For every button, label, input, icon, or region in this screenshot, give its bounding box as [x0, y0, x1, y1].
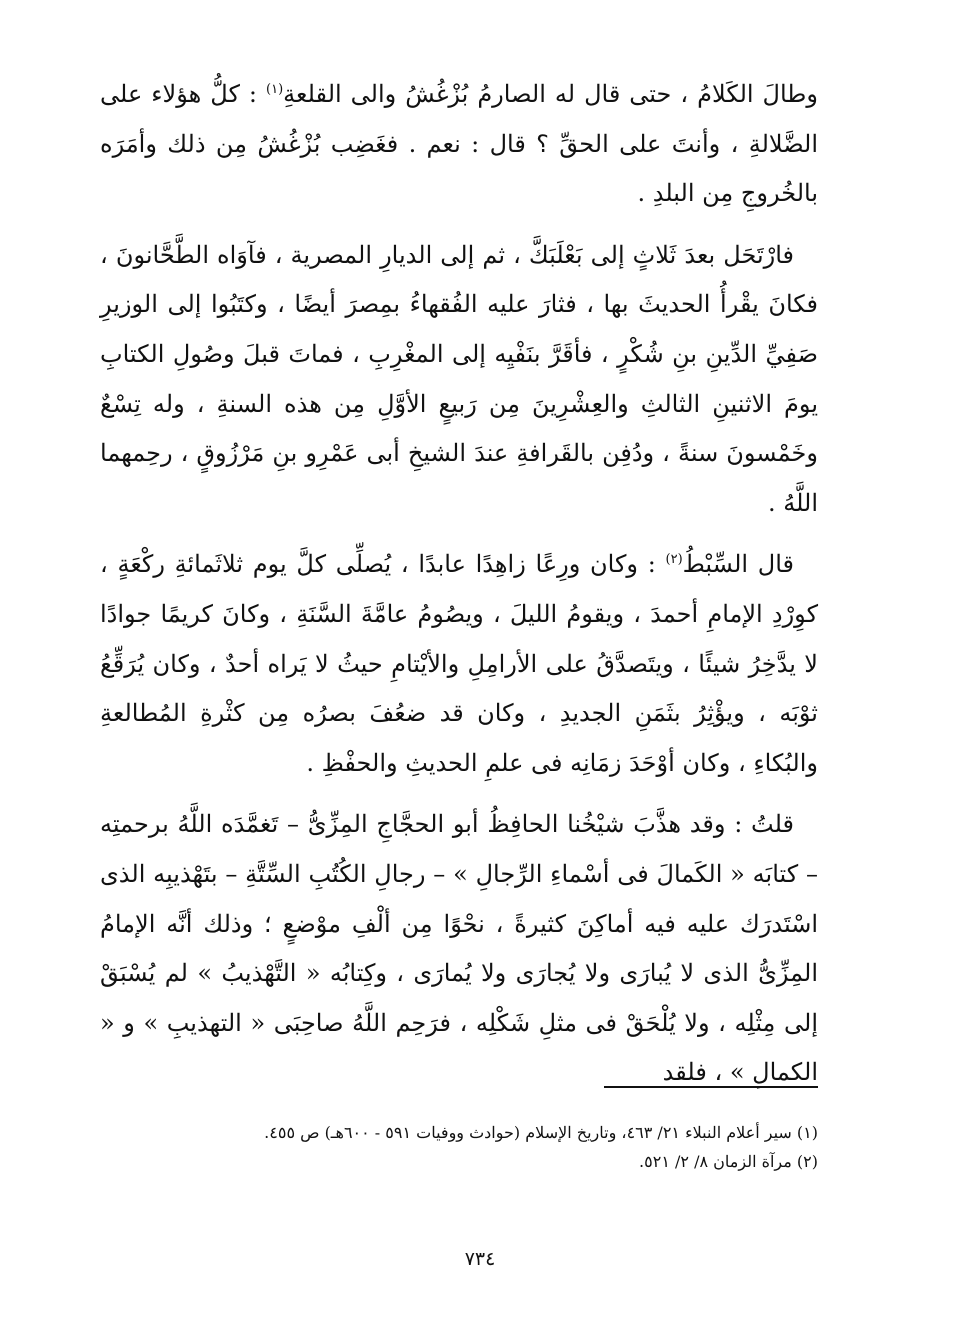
main-text — [100, 70, 818, 1110]
paragraph-3 — [100, 540, 818, 788]
paragraph-3-text: قال السِّبْطُ — [682, 550, 794, 579]
paragraph-1 — [100, 70, 818, 219]
paragraph-3-text-cont: : وكان ورِعًا زاهِدًا عابدًا ، يُصلِّى كلَّ يوم ثلاثَمائةِ ركْعَةٍ ، كوِرْدِ الإمامِ أحمدَ ، ويقومُ الليلَ ، ويصُومُ عامَّةَ السَّنَةِ ، وكانَ كريمًا جوادًا لا يدَّخِرُ شيئًا ، ويتَصدَّقُ على الأرامِلِ والأيْتامِ حيثُ لا يَراه أحدٌ ، وكان يُرَقِّعُ ثوْبَه ، ويؤْثِرُ بثَمَنِ الجديدِ ، وكان قد ضعُفَ بصرُه مِن كثْرةِ المُطالعةِ والبُكاءِ ، وكان أوْحَدَ زمَانِه فى علمِ الحديثِ والحفْظِ . — [100, 550, 819, 777]
page-number: ٧٣٤ — [464, 1248, 496, 1270]
paragraph-4-text: قلتُ : وقد هذَّبَ شيْخُنا الحافِظُ أبو الحجَّاجِ المِزِّىُّ – تَغمَّدَه اللَّهُ برحمتِه – كتابَه « الكَمالَ فى أسْماءِ الرِّجالِ » – رجالِ الكُتُبِ السِّتَّةِ – بتَهْذيبِه الذى اسْتَدرَك عليه فيه أماكِنَ كثيرةً ، نحْوًا مِن ألْفِ موْضعٍ ؛ وذلك أنَّه الإمامُ المِزِّىُّ الذى لا يُبارَى ولا يُجارَى ولا يُمارَى ، وكِتابُه « التَّهْذيبُ » لم يُسْبَقْ إلى مِثْلِه ، ولا يُلْحَقْ فى مثلِ شَكْلِه ، فرَحِم اللَّهُ صاحِبَى « التهذيبِ » و « الكمالِ » ، فلقد — [100, 810, 818, 1087]
paragraph-2 — [100, 231, 818, 529]
paragraph-4 — [100, 800, 818, 1098]
paragraph-2-text: فارْتَحَل بعدَ ثَلاثٍ إلى بَعْلَبَكَّ ، ثم إلى الديارِ المصرية ، فآوَاه الطَّحَّانونَ ، فكانَ يقْرأُ الحديثَ بها ، فثارَ عليه الفُقهاءُ بمِصرَ أيضًا ، وكتَبُوا إلى الوزيرِ صَفِيِّ الدِّينِ بنِ شُكْرٍ ، فأقَرَّ بنَفْيِه إلى المغْرِبِ ، فماتَ قبلَ وصُولِ الكتابِ يومَ الاثنينِ الثالثِ والعِشْرِينَ مِن رَبيعٍ الأوَّلِ مِن هذه السنةِ ، وله تِسْعٌ وخَمْسونَ سنةً ، ودُفِن بالقَرافةِ عندَ الشيخِ أبى عَمْرِو بنِ مَرْزُوقٍ ، رحِمهما اللَّهُ . — [100, 240, 819, 517]
footnote-divider — [604, 1086, 818, 1088]
footnote-ref-1: (١) — [266, 82, 284, 97]
footnote-1: (١) سير أعلام النبلاء ٢١/ ٤٦٣، وتاريخ الإسلام (حوادث ووفيات ٥٩١ - ٦٠٠هـ) ص ٤٥٥. — [264, 1123, 818, 1142]
footnote-2: (٢) مرآة الزمان ٨/ ٢/ ٥٢١. — [639, 1152, 818, 1171]
footnotes — [100, 1118, 818, 1176]
footnote-ref-2: (٢) — [665, 552, 683, 568]
paragraph-1-text: وطالَ الكَلامُ ، حتى قال له الصارمُ بُزْغُشُ والى القلعةِ — [283, 80, 818, 108]
paragraph-1-text-cont: : كلُّ هؤلاء على الضَّلالةِ ، وأنتَ على الحقِّ ؟ قال : نعم . فغَضِب بُزْغُشُ مِن ذلك وأمَرَه بالخُروجِ مِن البلدِ . — [100, 80, 818, 208]
